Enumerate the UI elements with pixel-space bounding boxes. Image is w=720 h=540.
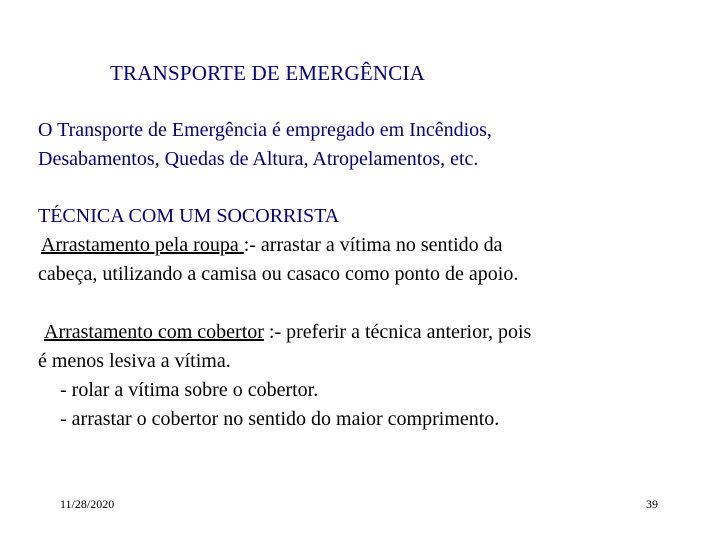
technique-item-2-text-2: é menos lesiva a vítima. bbox=[38, 350, 231, 372]
technique-item-1-term: Arrastamento pela roupa bbox=[41, 234, 244, 256]
technique-item-2-term: Arrastamento com cobertor bbox=[44, 321, 264, 343]
technique-item-1-text-2: cabeça, utilizando a camisa ou casaco como ponto de apoio. bbox=[38, 263, 519, 285]
footer-date: 11/28/2020 bbox=[60, 497, 115, 511]
technique-item-1-line-1 bbox=[38, 231, 518, 260]
intro-line-2: Desabamentos, Quedas de Altura, Atropelamentos, etc. bbox=[38, 148, 479, 170]
technique-item-2-bullet-1: - rolar a vítima sobre o cobertor. bbox=[60, 379, 319, 401]
technique-item-2 bbox=[38, 318, 531, 434]
intro-line-1: O Transporte de Emergência é empregado em Incêndios, bbox=[38, 119, 492, 141]
section-heading: TÉCNICA COM UM SOCORRISTA bbox=[38, 205, 340, 227]
technique-item-2-line-1 bbox=[38, 318, 531, 347]
technique-item-2-bullet-2: - arrastar o cobertor no sentido do maior comprimento. bbox=[60, 408, 500, 430]
slide-title: TRANSPORTE DE EMERGÊNCIA bbox=[110, 61, 426, 85]
technique-item-2-text-1: :- preferir a técnica anterior, pois bbox=[263, 321, 532, 343]
page-number: 39 bbox=[646, 497, 658, 511]
intro-paragraph bbox=[38, 116, 492, 174]
technique-item-1 bbox=[38, 231, 518, 289]
technique-item-1-text-1: :- arrastar a vítima no sentido da bbox=[243, 234, 503, 256]
